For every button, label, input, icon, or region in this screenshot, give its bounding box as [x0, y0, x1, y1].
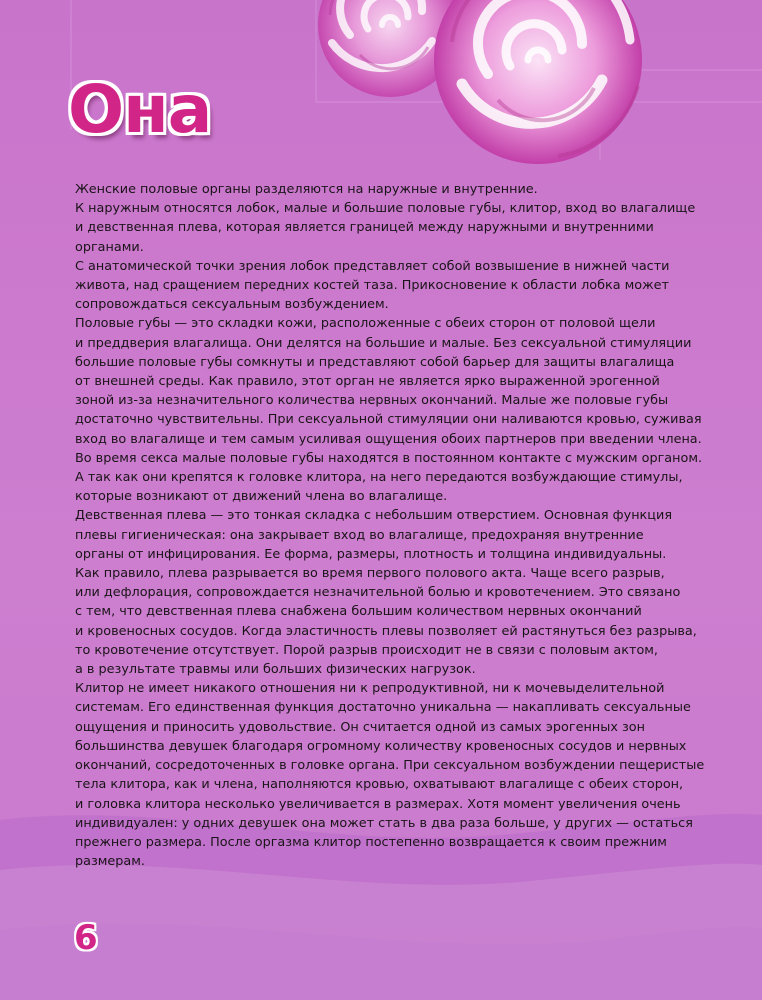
- text-line: большие половые губы сомкнуты и представляют собой барьер для защиты влагалища: [75, 354, 675, 370]
- text-line: системам. Его единственная функция достаточно уникальна — накапливать сексуальные: [75, 700, 691, 716]
- text-line: вход во влагалище и тем самым усиливая ощущения обоих партнеров при введении члена.: [75, 431, 702, 447]
- text-line: от внешней среды. Как правило, этот орган не является ярко выраженной эрогенной: [75, 374, 660, 390]
- text-line: А так как они крепятся к головке клитора, на него передаются возбуждающие стимулы,: [75, 470, 683, 486]
- body-text: [75, 180, 715, 871]
- page-title: Она: [68, 71, 212, 148]
- text-line: К наружным относятся лобок, малые и большие половые губы, клитор, вход во влагалище: [75, 201, 696, 217]
- text-line: и кровеносных сосудов. Когда эластичность плевы позволяет ей растянуться без разрыва,: [75, 623, 697, 639]
- page-number: 6: [74, 918, 98, 958]
- text-line: Во время секса малые половые губы находятся в постоянном контакте с мужским органом.: [75, 450, 703, 466]
- lollipop-right: [434, 0, 642, 164]
- text-line: Клитор не имеет никакого отношения ни к репродуктивной, ни к мочевыделительной: [75, 681, 665, 697]
- text-line: и головка клитора несколько увеличивается в размерах. Хотя момент увеличения очень: [75, 796, 681, 812]
- text-line: Как правило, плева разрывается во время первого полового акта. Чаще всего разрыв,: [75, 566, 665, 582]
- text-line: прежнего размера. После оргазма клитор постепенно возвращается к своим прежним: [75, 834, 667, 850]
- text-line: достаточно чувствительны. При сексуальной стимуляции они наливаются кровью, суживая: [75, 412, 702, 428]
- text-line: плевы гигиеническая: она закрывает вход во влагалище, предохраняя внутренние: [75, 527, 644, 543]
- text-line: С анатомической точки зрения лобок представляет собой возвышение в нижней части: [75, 258, 670, 274]
- text-line: а в результате травмы или больших физических нагрузок.: [75, 662, 476, 678]
- text-line: размерам.: [75, 854, 145, 870]
- text-line: ощущения и приносить удовольствие. Он считается одной из самых эрогенных зон: [75, 719, 645, 735]
- text-line: Половые губы — это складки кожи, расположенные с обеих сторон от половой щели: [75, 316, 656, 332]
- text-line: Девственная плева — это тонкая складка с небольшим отверстием. Основная функция: [75, 508, 673, 524]
- text-line: органы от инфицирования. Ее форма, размеры, плотность и толщина индивидуальны.: [75, 546, 667, 562]
- text-line: большинства девушек благодаря огромному количеству кровеносных сосудов и нервных: [75, 738, 687, 754]
- text-line: живота, над сращением передних костей таза. Прикосновение к области лобка может: [75, 278, 669, 294]
- text-line: и преддверия влагалища. Они делятся на большие и малые. Без сексуальной стимуляции: [75, 335, 692, 351]
- text-line: органами.: [75, 239, 144, 255]
- text-line: с тем, что девственная плева снабжена большим количеством нервных окончаний: [75, 604, 642, 620]
- text-line: окончаний, сосредоточенных в головке органа. При сексуальном возбуждении пещеристые: [75, 758, 705, 774]
- text-line: Женские половые органы разделяются на наружные и внутренние.: [75, 182, 538, 197]
- text-line: тела клитора, как и члена, наполняются кровью, охватывают влагалище с обеих сторон,: [75, 777, 684, 793]
- text-line: сопровождаться сексуальным возбуждением.: [75, 297, 389, 313]
- text-line: то кровотечение отсутствует. Порой разрыв происходит не в связи с половым актом,: [75, 642, 658, 658]
- text-line: и девственная плева, которая является границей между наружными и внутренними: [75, 220, 654, 236]
- text-line: зоной из-за незначительного количества нервных окончаний. Малые же половые губы: [75, 393, 669, 409]
- text-line: индивидуален: у одних девушек она может стать в два раза больше, у других — остаться: [75, 815, 693, 831]
- text-line: которые возникают от движений члена во влагалище.: [75, 489, 448, 505]
- text-line: или дефлорация, сопровождается незначительной болью и кровотечением. Это связано: [75, 585, 681, 601]
